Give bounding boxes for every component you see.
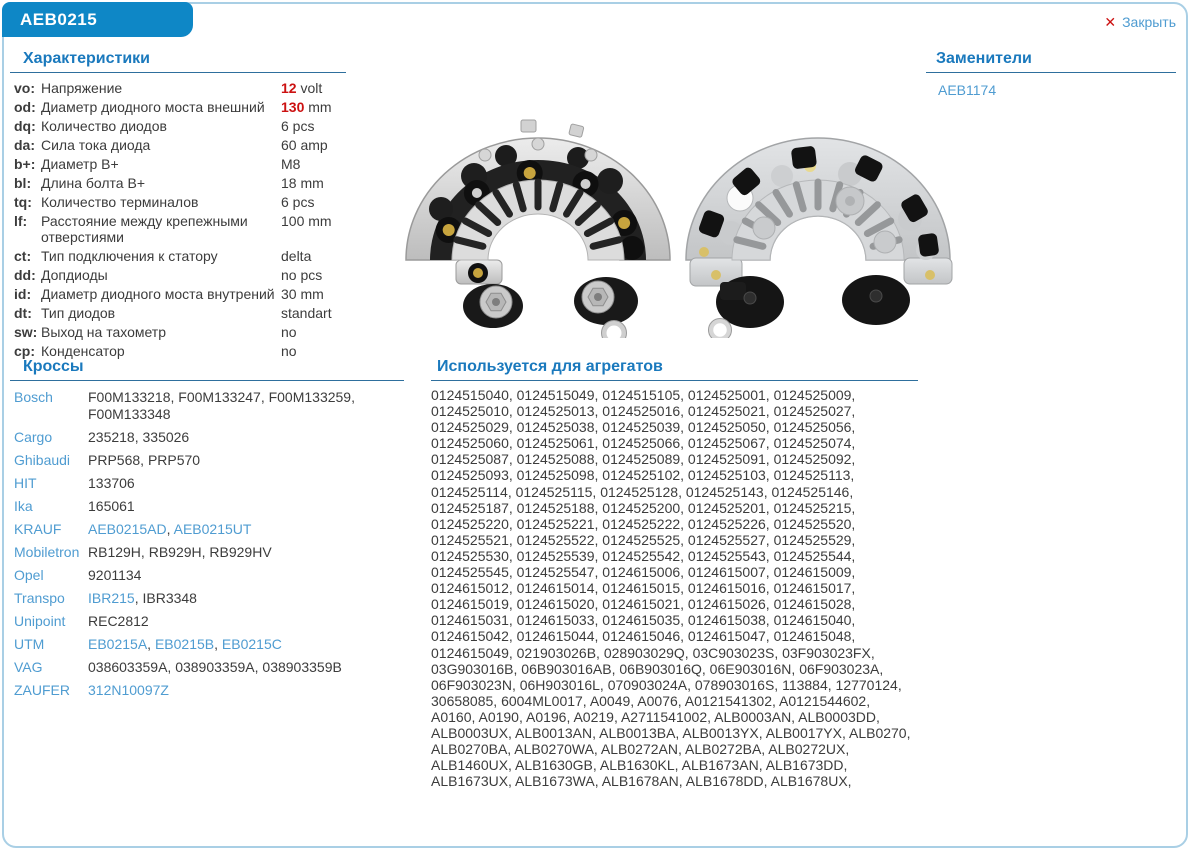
characteristic-key: od: <box>14 98 36 115</box>
cross-value: 9201134 <box>88 567 142 583</box>
cross-value-link[interactable]: EB0215C <box>221 636 282 652</box>
part-number-tab <box>2 2 193 37</box>
cross-values: PRP568, PRP570 <box>88 452 201 468</box>
characteristic-row <box>10 78 346 97</box>
cross-values: EB0215A, EB0215B, EB0215C <box>88 636 282 652</box>
characteristic-label: Конденсатор <box>41 342 125 359</box>
characteristic-key: cp: <box>14 342 35 359</box>
cross-value-link[interactable]: EB0215A <box>88 636 148 652</box>
characteristic-value <box>281 324 346 340</box>
cross-value-link[interactable]: AEB0215AD <box>88 521 167 537</box>
characteristic-label: Диаметр диодного моста внешний <box>41 98 265 115</box>
characteristic-row <box>10 265 346 284</box>
cross-brand-link[interactable]: Unipoint <box>14 613 66 629</box>
product-images <box>398 70 958 338</box>
characteristic-key: dt: <box>14 304 32 321</box>
cross-values: IBR215, IBR3348 <box>88 590 197 606</box>
characteristics-rows <box>10 78 346 360</box>
cross-row <box>10 636 404 653</box>
characteristics-title: Характеристики <box>10 48 346 73</box>
cross-value-link[interactable]: EB0215B <box>154 636 215 652</box>
characteristic-label: Напряжение <box>41 79 123 96</box>
crosses-section <box>10 356 404 705</box>
characteristic-key: lf: <box>14 212 28 229</box>
cross-brand-link[interactable]: Cargo <box>14 429 53 445</box>
characteristic-value-number: 130 <box>281 98 305 115</box>
cross-value: 335026 <box>142 429 190 445</box>
characteristic-key: dd: <box>14 266 36 283</box>
cross-values: AEB0215AD, AEB0215UT <box>88 521 252 537</box>
applications-list: 0124515040, 0124515049, 0124515105, 0124525001, 0124525009, 0124525010, 0124525013, 0124525016, 0124525021, 0124525027, 0124525029, 0124525038, 0124525039, 0124525050, 0124525056, 0124525060, 0124525061, 0124525066, 0124525067, 0124525074, 0124525087, 0124525088, 0124525089, 0124525091, 0124525092, 0124525093, 0124525098, 0124525102, 0124525103, 0124525113, 0124525114, 0124525115, 0124525128, 0124525143, 0124525146, 0124525187, 0124525188, 0124525200, 0124525201, 0124525215, 0124525220, 0124525221, 0124525222, 0124525226, 0124525520, 0124525521, 0124525522, 0124525525, 0124525527, 0124525529, 0124525530, 0124525539, 0124525542, 0124525543, 0124525544, 0124525545, 0124525547, 0124615006, 0124615007, 0124615009, 0124615012, 0124615014, 0124615015, 0124615016, 0124615017, 0124615019, 0124615020, 0124615021, 0124615026, 0124615028, 0124615031, 0124615033, 0124615035, 0124615038, 0124615040, 0124615042, 0124615044, 0124615046, 0124615047, 0124615048, 0124615049, 021903026B, 028903029Q, 03C903023S, 03F903023FX, 03G903016B, 06B903016AB, 06B903016Q, 06E903016N, 06F903023A, 06F903023N, 06H903016L, 070903024A, 078903016S, 113884, 12770124, 30658085, 6004ML0017, A0049, A0076, A0121541302, A0121544602, A0160, A0190, A0196, A0219, A2711541002, ALB0003AN, ALB0003DD, ALB0003UX, ALB0013AN, ALB0013BA, ALB0013YX, ALB0017YX, ALB0270, ALB0270BA, ALB0270WA, ALB0272AN, ALB0272BA, ALB0272UX, ALB1460UX, ALB1630GB, ALB1630KL, ALB1673AN, ALB1673DD, ALB1673UX, ALB1673WA, ALB1678AN, ALB1678DD, ALB1678UX, <box>431 387 911 790</box>
characteristic-value-number: 6 <box>281 193 289 210</box>
applications-section <box>431 356 918 789</box>
characteristic-value-number: 100 <box>281 212 305 229</box>
characteristic-value-number: 18 <box>281 174 297 191</box>
characteristic-key: bl: <box>14 174 32 191</box>
characteristic-key: b+: <box>14 155 36 172</box>
cross-values <box>88 682 358 699</box>
cross-value: 165061 <box>88 498 135 514</box>
characteristic-key: ct: <box>14 247 32 264</box>
characteristic-value: 18 mm <box>281 174 324 191</box>
cross-value-link[interactable]: IBR215 <box>88 590 135 606</box>
characteristic-label: Выход на тахометр <box>41 323 167 340</box>
cross-brand-link[interactable]: ZAUFER <box>14 682 70 698</box>
cross-brand-link[interactable]: UTM <box>14 636 45 652</box>
cross-row <box>10 590 404 607</box>
characteristic-row <box>10 116 346 135</box>
cross-row <box>10 429 404 446</box>
cross-brand-link[interactable]: HIT <box>14 475 37 491</box>
cross-value: 038903359B <box>262 659 342 675</box>
cross-value: PRP568 <box>88 452 141 468</box>
cross-values <box>88 475 358 492</box>
characteristic-row <box>10 154 346 173</box>
characteristic-value <box>281 156 346 172</box>
cross-values <box>88 613 358 630</box>
characteristic-value-number: 12 <box>281 79 297 96</box>
cross-brand-link[interactable]: VAG <box>14 659 43 675</box>
cross-value-link[interactable]: 312N10097Z <box>88 682 169 698</box>
substitutes-section <box>926 48 1176 98</box>
cross-values: 235218, 335026 <box>88 429 190 445</box>
characteristic-row <box>10 97 346 116</box>
characteristic-key: id: <box>14 285 32 302</box>
characteristic-label: Длина болта B+ <box>41 174 145 191</box>
characteristic-value-number: 6 <box>281 117 289 134</box>
characteristic-label: Количество диодов <box>41 117 167 134</box>
characteristic-key: tq: <box>14 193 32 210</box>
cross-brand-link[interactable]: Transpo <box>14 590 65 606</box>
characteristic-row <box>10 322 346 341</box>
cross-row <box>10 498 404 515</box>
cross-value: IBR3348 <box>142 590 197 606</box>
cross-value: RB929H <box>148 544 202 560</box>
characteristic-value-number: 60 <box>281 136 297 153</box>
characteristic-value: 100 mm <box>281 212 332 229</box>
cross-values <box>88 498 358 515</box>
cross-values: RB129H, RB929H, RB929HV <box>88 544 272 560</box>
characteristic-label: Диаметр B+ <box>41 155 119 172</box>
characteristic-value <box>281 305 346 321</box>
characteristic-label: Тип подключения к статору <box>41 247 218 264</box>
characteristic-row <box>10 211 346 246</box>
cross-row <box>10 682 404 699</box>
characteristic-value-number: no <box>281 266 297 283</box>
part-details-panel <box>2 2 1188 848</box>
close-icon: ✕ <box>1104 14 1117 30</box>
cross-value: 133706 <box>88 475 135 491</box>
characteristic-row <box>10 173 346 192</box>
cross-row <box>10 389 404 423</box>
cross-value: F00M133218 <box>88 389 171 405</box>
close-label: Закрыть <box>1122 14 1176 30</box>
cross-value: RB129H <box>88 544 141 560</box>
cross-value: REC2812 <box>88 613 149 629</box>
characteristic-value-number: no <box>281 342 297 359</box>
characteristic-key: vo: <box>14 79 35 96</box>
cross-row <box>10 567 404 584</box>
crosses-rows <box>10 389 404 699</box>
characteristic-label: Диаметр диодного моста внутрений <box>41 285 275 302</box>
characteristic-value-number: 30 <box>281 285 297 302</box>
cross-value-link[interactable]: AEB0215UT <box>173 521 252 537</box>
rectifier-back-photo <box>686 138 952 338</box>
cross-values: F00M133218, F00M133247, F00M133259, F00M133348 <box>88 389 355 422</box>
characteristic-key: dq: <box>14 117 36 134</box>
characteristic-key: da: <box>14 136 35 153</box>
characteristic-value: 6 pcs <box>281 117 315 134</box>
cross-row <box>10 521 404 538</box>
characteristic-label: Сила тока диода <box>41 136 151 153</box>
cross-value: F00M133348 <box>88 406 171 422</box>
characteristic-value-number: delta <box>281 247 312 264</box>
cross-brand-link[interactable]: Ghibaudi <box>14 452 71 468</box>
close-button[interactable] <box>1104 14 1176 31</box>
characteristic-value: 6 pcs <box>281 193 315 210</box>
cross-brand-link[interactable]: Bosch <box>14 389 53 405</box>
characteristic-row <box>10 192 346 211</box>
cross-row <box>10 659 404 676</box>
cross-row <box>10 452 404 469</box>
characteristic-value <box>281 248 346 264</box>
cross-brand-link[interactable]: Opel <box>14 567 44 583</box>
characteristic-value-number: standart <box>281 304 332 321</box>
rectifier-front-photo <box>406 120 670 338</box>
cross-value: PRP570 <box>147 452 201 468</box>
characteristic-value-number: M8 <box>281 155 301 172</box>
characteristic-label: Количество терминалов <box>41 193 199 210</box>
cross-value: 235218 <box>88 429 135 445</box>
characteristic-value-number: no <box>281 323 297 340</box>
cross-value: 038903359A <box>175 659 255 675</box>
cross-brand-link[interactable]: KRAUF <box>14 521 62 537</box>
cross-value: F00M133247 <box>178 389 261 405</box>
characteristic-row <box>10 135 346 154</box>
cross-row <box>10 613 404 630</box>
characteristic-label: Допдиоды <box>41 266 108 283</box>
characteristic-value: 30 mm <box>281 285 324 302</box>
cross-value: RB929HV <box>209 544 272 560</box>
characteristic-label: Тип диодов <box>41 304 116 321</box>
characteristic-row <box>10 246 346 265</box>
cross-row <box>10 544 404 561</box>
cross-brand-link[interactable]: Ika <box>14 498 33 514</box>
substitute-link[interactable]: AEB1174 <box>938 82 997 98</box>
characteristic-key: sw: <box>14 323 38 340</box>
characteristic-value: 130 mm <box>281 98 332 115</box>
substitutes-list <box>926 82 1176 98</box>
cross-brand-link[interactable]: Mobiletron <box>14 544 80 560</box>
characteristic-value: 60 amp <box>281 136 328 153</box>
part-number: AEB0215 <box>20 10 98 29</box>
crosses-title: Кроссы <box>10 356 404 381</box>
applications-title: Используется для агрегатов <box>431 356 918 381</box>
characteristic-value: 12 volt <box>281 79 323 96</box>
characteristics-section <box>10 48 346 360</box>
cross-values: 038603359A, 038903359A, 038903359B <box>88 659 342 675</box>
substitutes-title: Заменители <box>926 48 1176 73</box>
characteristic-value: no pcs <box>281 266 323 283</box>
characteristic-label: Расстояние между крепежными отверстиями <box>41 212 248 245</box>
characteristic-row <box>10 303 346 322</box>
characteristic-row <box>10 284 346 303</box>
cross-values <box>88 567 358 584</box>
cross-row <box>10 475 404 492</box>
cross-value: 038603359A <box>88 659 168 675</box>
cross-value: F00M133259 <box>268 389 352 405</box>
